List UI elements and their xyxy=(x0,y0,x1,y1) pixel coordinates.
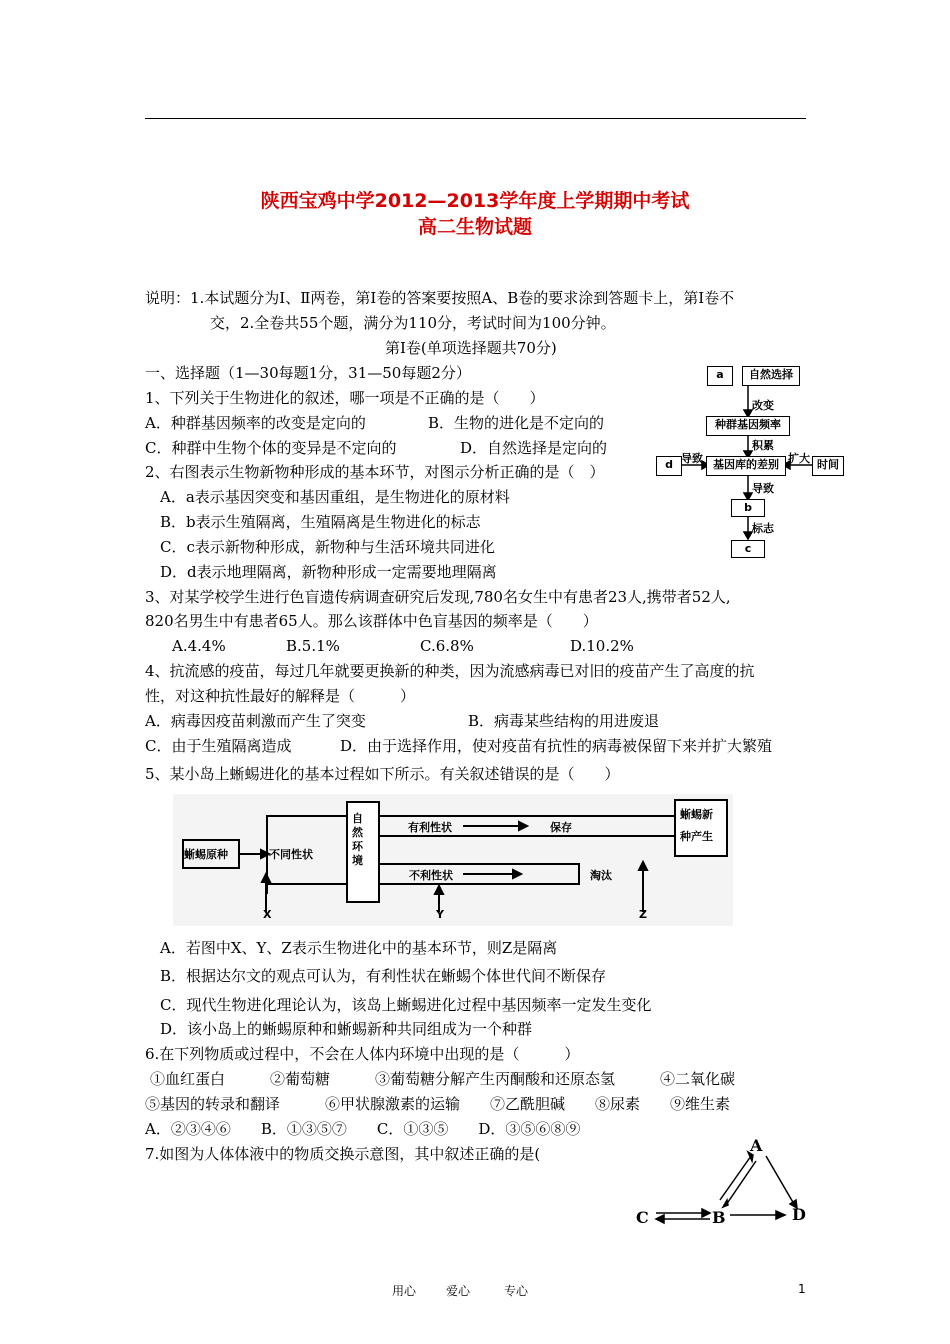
lizard-label-unfavorable: 不利性状 xyxy=(409,869,453,882)
speciation-label-lead2: 导致 xyxy=(752,482,774,495)
speciation-label-expand: 扩大 xyxy=(788,452,810,465)
q4-option-a: A．病毒因疫苗刺激而产生了突变 xyxy=(145,712,366,730)
exam-subtitle: 高二生物试题 xyxy=(417,216,532,238)
speciation-box-d: d xyxy=(656,456,682,476)
q5-option-b: B．根据达尔文的观点可认为，有利性状在蜥蜴个体世代间不断保存 xyxy=(160,967,607,985)
instructions-line1: 说明：1.本试题分为Ⅰ、Ⅱ两卷，第Ⅰ卷的答案要按照A、B卷的要求涂到答题卡上，第Ⅰ卷不 xyxy=(145,289,735,307)
instructions-line2: 交，2.全卷共55个题，满分为110分，考试时间为100分钟。 xyxy=(210,314,616,332)
exam-title: 陕西宝鸡中学2012—2013学年度上学期期中考试 xyxy=(260,190,690,212)
speciation-box-a: a xyxy=(707,366,733,386)
speciation-box-natural-selection: 自然选择 xyxy=(742,366,800,386)
speciation-box-time: 时间 xyxy=(812,456,844,476)
q4-option-d: D．由于选择作用，使对疫苗有抗性的病毒被保留下来并扩大繁殖 xyxy=(340,737,773,755)
q2-option-c: C．c表示新物种形成，新物种与生活环境共同进化 xyxy=(160,538,495,556)
speciation-box-gene-frequency: 种群基因频率 xyxy=(706,416,790,436)
q2-option-d: D．d表示地理隔离，新物种形成一定需要地理隔离 xyxy=(160,563,497,581)
lizard-label-preserve: 保存 xyxy=(550,821,572,834)
q2-stem: 2、右图表示生物新物种形成的基本环节，对图示分析正确的是（ ） xyxy=(145,463,605,481)
fluid-label-a: A xyxy=(750,1136,763,1155)
speciation-label-accumulate: 积累 xyxy=(752,439,774,452)
section-title: 第Ⅰ卷(单项选择题共70分) xyxy=(385,339,557,357)
lizard-label-x: X xyxy=(263,908,272,921)
fluid-label-c: C xyxy=(636,1208,649,1227)
q7-stem: 7.如图为人体体液中的物质交换示意图，其中叙述正确的是( xyxy=(145,1145,541,1163)
q5-option-c: C．现代生物进化理论认为，该岛上蜥蜴进化过程中基因频率一定发生变化 xyxy=(160,996,652,1014)
speciation-label-change: 改变 xyxy=(752,399,774,412)
q4-line1: 4、抗流感的疫苗，每过几年就要更换新的种类，因为流感病毒已对旧的疫苗产生了高度的抗 xyxy=(145,662,755,680)
q3-line1: 3、对某学校学生进行色盲遗传病调查研究后发现,780名女生中有患者23人,携带者52人, xyxy=(145,588,731,606)
footer-motto-1: 用心 xyxy=(392,1284,417,1298)
q3-line2: 820名男生中有患者65人。那么该群体中色盲基因的频率是（ ） xyxy=(145,612,598,630)
q6-stem: 6.在下列物质或过程中，不会在人体内环境中出现的是（ ） xyxy=(145,1045,580,1063)
q4-option-b: B．病毒某些结构的用进废退 xyxy=(468,712,660,730)
speciation-label-lead1: 导致 xyxy=(681,452,703,465)
speciation-box-gene-pool: 基因库的差别 xyxy=(706,456,786,476)
lizard-label-traits: 不同性状 xyxy=(269,848,313,861)
q5-stem: 5、某小岛上蜥蜴进化的基本过程如下所示。有关叙述错误的是（ ） xyxy=(145,765,620,783)
lizard-label-z: Z xyxy=(639,908,647,921)
q6-items-line1: ①血红蛋白 ②葡萄糖 ③葡萄糖分解产生丙酮酸和还原态氢 ④二氧化碳 xyxy=(150,1070,736,1088)
lizard-label-y: Y xyxy=(436,908,444,921)
header-rule xyxy=(145,118,806,119)
speciation-label-mark: 标志 xyxy=(752,522,774,535)
q1-option-d: D．自然选择是定向的 xyxy=(460,439,608,457)
footer-motto-3: 专心 xyxy=(504,1284,529,1298)
footer-motto-2: 爱心 xyxy=(446,1284,471,1298)
speciation-box-c: c xyxy=(731,540,765,558)
q1-option-c: C．种群中生物个体的变异是不定向的 xyxy=(145,439,397,457)
lizard-label-new-species-1: 蜥蜴新 xyxy=(680,808,713,821)
fluid-label-d: D xyxy=(792,1205,806,1224)
lizard-label-favorable: 有利性状 xyxy=(408,821,452,834)
lizard-label-original: 蜥蜴原种 xyxy=(184,848,228,861)
speciation-box-b: b xyxy=(731,499,765,517)
q3-option-d: D.10.2% xyxy=(570,637,634,655)
q1-stem: 1、下列关于生物进化的叙述，哪一项是不正确的是（ ） xyxy=(145,389,545,407)
part-heading: 一、选择题（1—30每题1分，31—50每题2分） xyxy=(145,364,471,382)
q2-option-a: A．a表示基因突变和基因重组，是生物进化的原材料 xyxy=(160,488,510,506)
q3-option-a: A.4.4% xyxy=(172,637,226,655)
q4-line2: 性，对这种抗性最好的解释是（ ） xyxy=(145,687,416,705)
q1-option-a: A．种群基因频率的改变是定向的 xyxy=(145,414,366,432)
q6-options: A．②③④⑥ B．①③⑤⑦ C．①③⑤ D．③⑤⑥⑧⑨ xyxy=(145,1120,581,1138)
lizard-diagram-frame xyxy=(173,794,733,926)
lizard-label-env: 自然环境 xyxy=(352,812,363,867)
q6-items-line2: ⑤基因的转录和翻译 ⑥甲状腺激素的运输 ⑦乙酰胆碱 ⑧尿素 ⑨维生素 xyxy=(145,1095,731,1113)
fluid-label-b: B xyxy=(712,1208,726,1227)
lizard-label-eliminate: 淘汰 xyxy=(590,869,612,882)
page-number: 1 xyxy=(798,1282,806,1296)
q4-option-c: C．由于生殖隔离造成 xyxy=(145,737,292,755)
q5-option-a: A．若图中X、Y、Z表示生物进化中的基本环节，则Z是隔离 xyxy=(160,939,558,957)
q3-option-b: B.5.1% xyxy=(286,637,340,655)
q5-option-d: D．该小岛上的蜥蜴原种和蜥蜴新种共同组成为一个种群 xyxy=(160,1020,533,1038)
lizard-label-new-species-2: 种产生 xyxy=(680,830,713,843)
q2-option-b: B．b表示生殖隔离，生殖隔离是生物进化的标志 xyxy=(160,513,481,531)
q3-option-c: C.6.8% xyxy=(420,637,474,655)
q1-option-b: B．生物的进化是不定向的 xyxy=(428,414,605,432)
